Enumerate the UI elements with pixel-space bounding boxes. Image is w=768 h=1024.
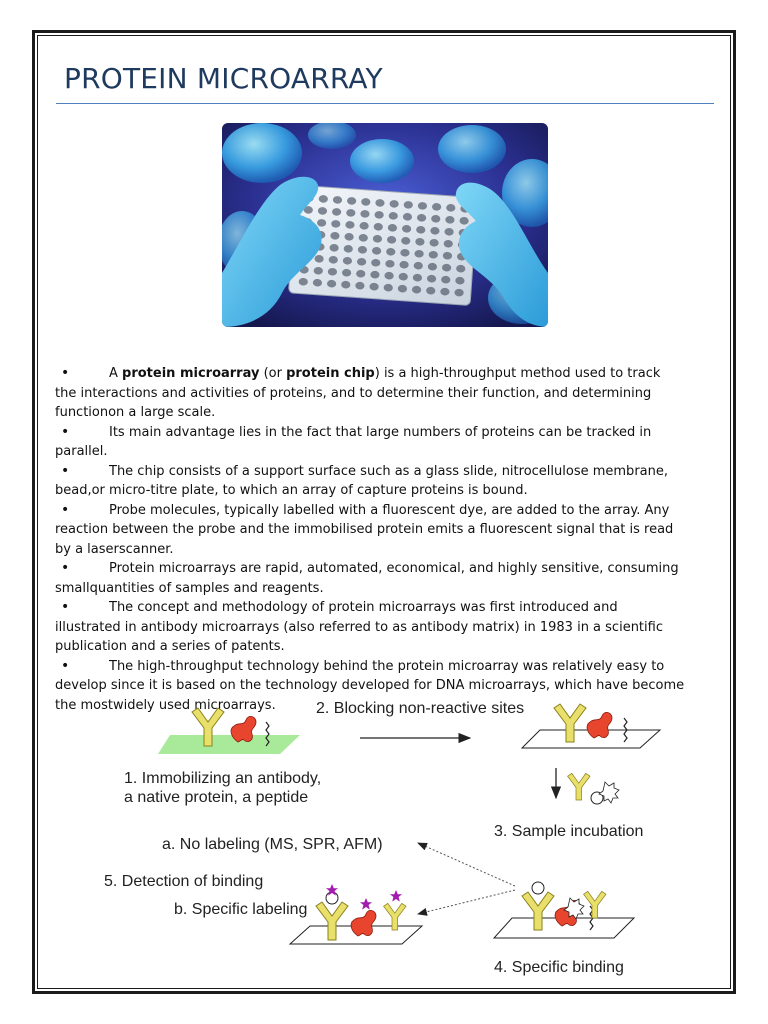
step2-surface-illustration — [522, 704, 660, 748]
bullet-text: Protein microarrays are rapid, automated, economical, and highly sensitive, consuming smallquantities of samples and reagents. — [55, 561, 679, 596]
bullet-item-4 — [55, 501, 685, 560]
bullet-item-2 — [55, 423, 685, 462]
option-a-label: a. No labeling (MS, SPR, AFM) — [162, 836, 383, 853]
title-underline — [56, 103, 714, 104]
bullet-text: The high-throughput technology behind the protein microarray was relatively easy to develop since it is based on the technology developed for DNA microarrays, which have become the mostwidely used microarrays. — [55, 658, 685, 713]
bullet-text: Probe molecules, typically labelled with a fluorescent dye, are added to the array. Any reaction between the probe and the immobilised protein emits a fluorescent signal that is read by a laserscanner. — [55, 502, 674, 557]
step1-surface-illustration — [158, 708, 300, 754]
step3-label: 3. Sample incubation — [494, 823, 644, 840]
bullet-item-5 — [55, 559, 685, 598]
step2-label: 2. Blocking non-reactive sites — [316, 700, 525, 717]
step1-label-line2: a native protein, a peptide — [124, 789, 309, 806]
microarray-photo — [222, 123, 548, 327]
option-b-label: b. Specific labeling — [174, 901, 308, 918]
bullet-text: The chip consists of a support surface such as a glass slide, nitrocellulose membrane, bead,or micro-titre plate, to which an array of capture proteins is bound. — [55, 463, 668, 498]
bullet-item-6 — [55, 598, 685, 657]
arrow-to-option-b — [418, 890, 515, 914]
bullet-item-1 — [55, 364, 685, 423]
microplate-photo-icon — [222, 123, 548, 327]
step1-label-line1: 1. Immobilizing an antibody, — [124, 770, 322, 787]
microarray-workflow-diagram — [100, 690, 680, 980]
bullet-text: The concept and methodology of protein microarrays was first introduced and illustrated in antibody microarrays (also referred to as antibody matrix) in 1983 in a scientific publication and a series of patents. — [55, 600, 663, 654]
step5-label: 5. Detection of binding — [104, 873, 264, 890]
step4-label: 4. Specific binding — [494, 959, 624, 976]
page-title: PROTEIN MICROARRAY — [64, 62, 383, 95]
arrow-to-option-a — [418, 843, 515, 886]
bullet-item-3 — [55, 462, 685, 501]
bullet-text: A protein microarray (or protein chip) is a high-throughput method used to track the interactions and activities of proteins, and to determine their function, and determining functionon a large scale. — [55, 366, 661, 420]
bullet-text: Its main advantage lies in the fact that large numbers of proteins can be tracked in parallel. — [55, 424, 652, 459]
sample-antibody-icon — [568, 773, 590, 800]
step5-surface-illustration — [290, 884, 422, 944]
bullet-list — [55, 364, 685, 715]
